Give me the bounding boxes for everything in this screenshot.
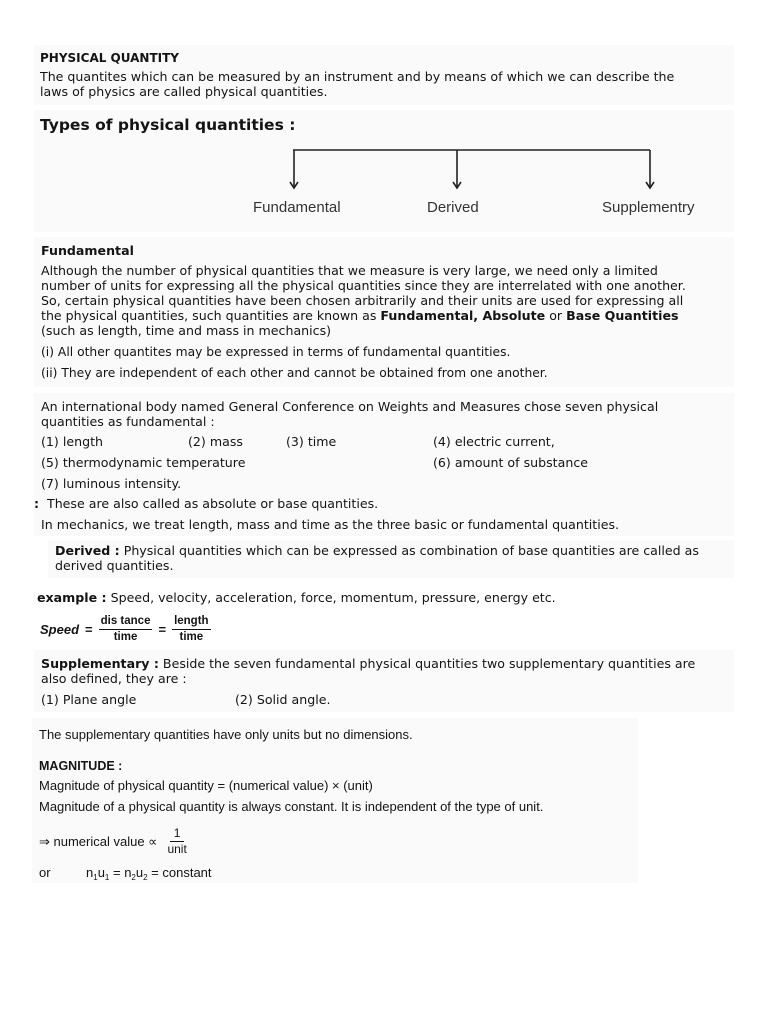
fundamental-line4-prefix: the physical quantities, such quantities are known as xyxy=(41,308,381,323)
speed-lhs: Speed xyxy=(40,622,80,637)
derived-line1 xyxy=(55,543,699,558)
fraction-unit: unit xyxy=(167,842,187,856)
magnitude-line2: Magnitude of a physical quantity is always constant. It is independent of the type of unit. xyxy=(39,799,544,814)
plane-angle: (1) Plane angle xyxy=(41,692,137,707)
fundamental-absolute-term: Fundamental, Absolute xyxy=(380,308,546,323)
fundamental-line4 xyxy=(41,308,678,323)
fundamental-line2: number of units for expressing all the physical quantities since they are interrelated with one another. xyxy=(41,278,686,293)
derived-label: Derived : xyxy=(55,543,120,558)
speed-eq2: = xyxy=(158,622,167,637)
absolute-note: These are also called as absolute or base quantities. xyxy=(47,496,379,511)
one-over-unit-fraction xyxy=(165,827,188,856)
quantity-time: (3) time xyxy=(286,434,337,449)
n1u1-equation xyxy=(86,865,212,882)
quantity-mass: (2) mass xyxy=(188,434,243,449)
speed-fraction-length-time xyxy=(172,615,211,644)
quantity-luminous-intensity: (7) luminous intensity. xyxy=(41,476,182,491)
eq-sub4: 2 xyxy=(143,873,148,882)
seven-line1: An international body named General Conference on Weights and Measures chose seven physical xyxy=(41,399,659,414)
fundamental-line5: (such as length, time and mass in mechanics) xyxy=(41,323,332,338)
physical-quantity-line2: laws of physics are called physical quantities. xyxy=(40,84,328,99)
fundamental-line3: So, certain physical quantities have been chosen arbitrarily and their units are used for expressing all xyxy=(41,293,684,308)
derived-line2: derived quantities. xyxy=(55,558,174,573)
speed-den-time2: time xyxy=(179,631,204,643)
speed-num-length: length xyxy=(172,615,211,630)
eq-equals-n2: = n xyxy=(109,865,132,880)
branch-fundamental: Fundamental xyxy=(253,199,341,216)
eq-sub3: 2 xyxy=(131,873,136,882)
base-quantities-term: Base Quantities xyxy=(566,308,679,323)
eq-sub1: 1 xyxy=(93,873,98,882)
speed-eq1: = xyxy=(85,622,93,637)
seven-line2: quantities as fundamental : xyxy=(41,414,215,429)
fundamental-line1: Although the number of physical quantities that we measure is very large, we need only a limited xyxy=(41,263,658,278)
eq-u1: u xyxy=(97,865,105,880)
eq-constant: = constant xyxy=(147,865,212,880)
eq-u2: u xyxy=(135,865,144,880)
supplementary-text1: Beside the seven fundamental physical quantities two supplementary quantities are xyxy=(158,656,696,671)
speed-formula xyxy=(40,615,211,644)
magnitude-line1: Magnitude of physical quantity = (numerical value) × (unit) xyxy=(39,778,373,793)
speed-fraction-distance-time xyxy=(99,615,153,644)
proportionality-line xyxy=(39,827,189,856)
example-line xyxy=(37,590,556,605)
supp-note: The supplementary quantities have only units but no dimensions. xyxy=(39,727,413,742)
quantity-length: (1) length xyxy=(41,434,103,449)
types-heading: Types of physical quantities : xyxy=(40,116,296,134)
speed-num-distance: dis tance xyxy=(99,615,153,630)
absolute-note-colon: : xyxy=(34,496,40,511)
physical-quantity-line1: The quantites which can be measured by an instrument and by means of which we can describe the xyxy=(40,69,675,84)
fundamental-point2: (ii) They are independent of each other and cannot be obtained from one another. xyxy=(41,366,548,380)
supplementary-line2: also defined, they are : xyxy=(41,671,187,686)
mechanics-note: In mechanics, we treat length, mass and time as the three basic or fundamental quantities. xyxy=(41,517,620,532)
quantity-electric-current: (4) electric current, xyxy=(433,434,555,449)
supplementary-label: Supplementary : xyxy=(41,656,159,671)
fundamental-heading: Fundamental xyxy=(41,243,134,258)
magnitude-heading: MAGNITUDE : xyxy=(39,759,123,773)
speed-den-time: time xyxy=(113,631,138,643)
types-tree-diagram xyxy=(280,143,665,195)
solid-angle: (2) Solid angle. xyxy=(235,692,331,707)
physical-quantity-heading: PHYSICAL QUANTITY xyxy=(40,51,179,65)
example-text: Speed, velocity, acceleration, force, momentum, pressure, energy etc. xyxy=(106,590,556,605)
eq-n1: n xyxy=(86,865,94,880)
fundamental-point1: (i) All other quantites may be expressed in terms of fundamental quantities. xyxy=(41,345,511,359)
quantity-thermodynamic-temperature: (5) thermodynamic temperature xyxy=(41,455,246,470)
supplementary-line1 xyxy=(41,656,695,671)
or-label: or xyxy=(39,865,51,880)
fraction-one: 1 xyxy=(170,827,185,842)
branch-supplementry: Supplementry xyxy=(602,199,695,216)
eq-sub2: 1 xyxy=(104,873,110,882)
implies-numerical-value: ⇒ numerical value ∝ xyxy=(39,833,158,849)
quantity-amount-of-substance: (6) amount of substance xyxy=(433,455,588,470)
branch-derived: Derived xyxy=(427,199,479,216)
example-label: example : xyxy=(37,590,107,605)
fundamental-or: or xyxy=(545,308,567,323)
derived-text1: Physical quantities which can be expressed as combination of base quantities are called as xyxy=(119,543,699,558)
